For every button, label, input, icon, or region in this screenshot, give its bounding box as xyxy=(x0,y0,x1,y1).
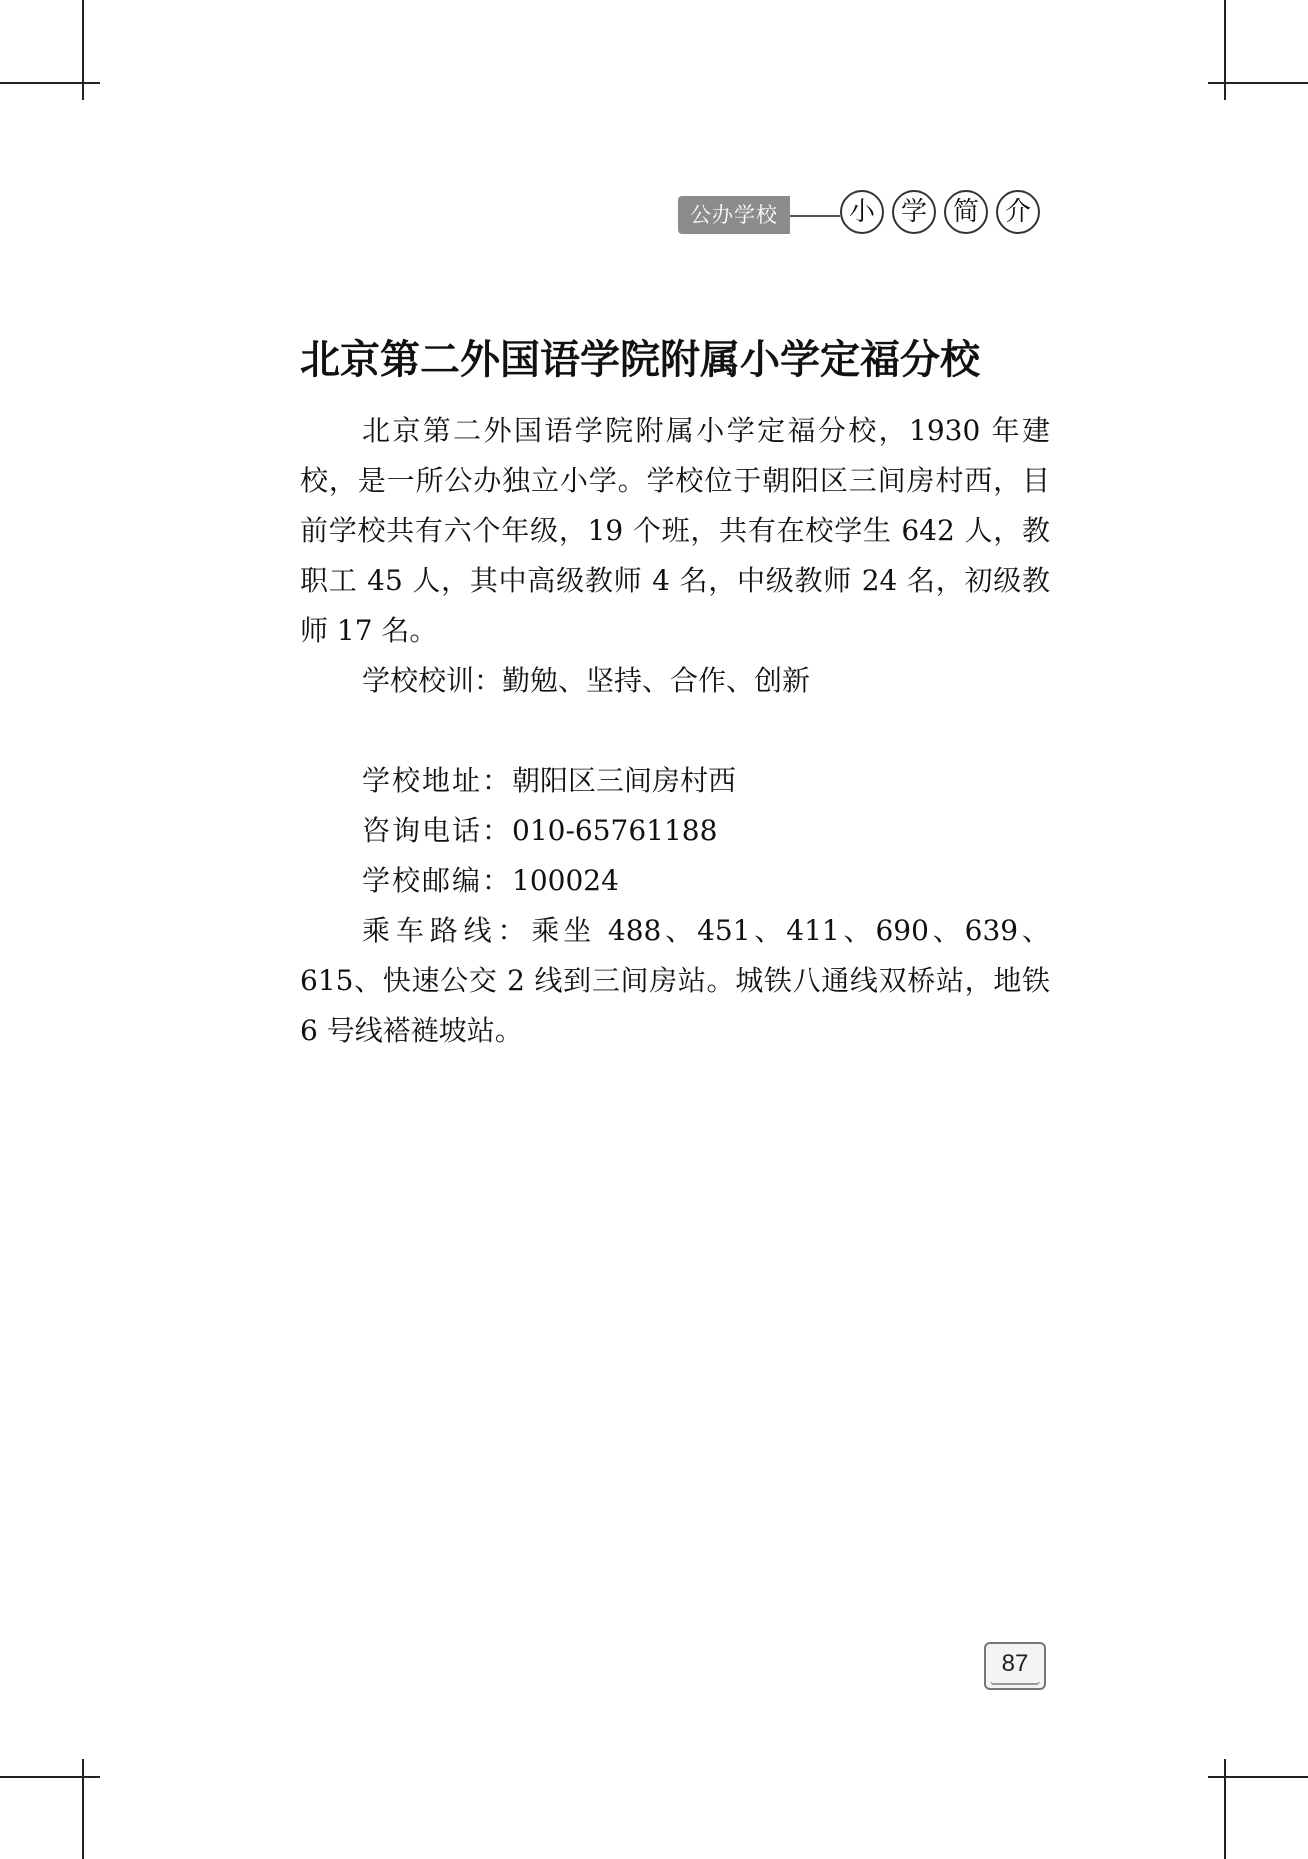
section-title-circles xyxy=(840,190,1040,234)
article-body xyxy=(300,406,1050,1056)
page-title: 北京第二外国语学院附属小学定福分校 xyxy=(300,337,980,383)
phone-line xyxy=(300,806,1050,856)
postcode-label: 学校邮编： xyxy=(362,864,513,897)
circle-char: 介 xyxy=(996,190,1040,234)
crop-mark xyxy=(0,1776,100,1778)
crop-mark xyxy=(1224,1759,1226,1859)
header-connector-line xyxy=(790,215,840,217)
postcode-value: 100024 xyxy=(512,864,619,897)
category-label: 公办学校 xyxy=(678,196,790,234)
motto-paragraph: 学校校训：勤勉、坚持、合作、创新 xyxy=(362,664,811,697)
postcode-line xyxy=(300,856,1050,906)
circle-char: 简 xyxy=(944,190,988,234)
route-label: 乘车路线： xyxy=(362,914,532,947)
address-line xyxy=(300,756,1050,806)
crop-mark xyxy=(1224,0,1226,100)
circle-char: 学 xyxy=(892,190,936,234)
crop-mark xyxy=(1208,1776,1308,1778)
phone-label: 咨询电话： xyxy=(362,814,513,847)
phone-value: 010-65761188 xyxy=(512,814,718,847)
intro-paragraph: 北京第二外国语学院附属小学定福分校，1930 年建校，是一所公办独立小学。学校位于朝阳区三间房村西，目前学校共有六个年级，19 个班，共有在校学生 642 人，教职工 45 人，其中高级教师 4 名，中级教师 24 名，初级教师 17 名。 xyxy=(300,414,1050,647)
page-number: 87 xyxy=(984,1642,1046,1690)
crop-mark xyxy=(1208,82,1308,84)
route-value: 乘坐 488、451、411、690、639、615、快速公交 2 线到三间房站。城铁八通线双桥站，地铁 6 号线褡裢坡站。 xyxy=(300,914,1050,1047)
address-label: 学校地址： xyxy=(362,764,513,797)
circle-char: 小 xyxy=(840,190,884,234)
route-line xyxy=(300,906,1050,1056)
address-value: 朝阳区三间房村西 xyxy=(512,764,737,797)
spacer xyxy=(300,706,1050,756)
crop-mark xyxy=(0,82,100,84)
crop-mark xyxy=(82,0,84,100)
crop-mark xyxy=(82,1759,84,1859)
section-header xyxy=(678,190,1048,240)
